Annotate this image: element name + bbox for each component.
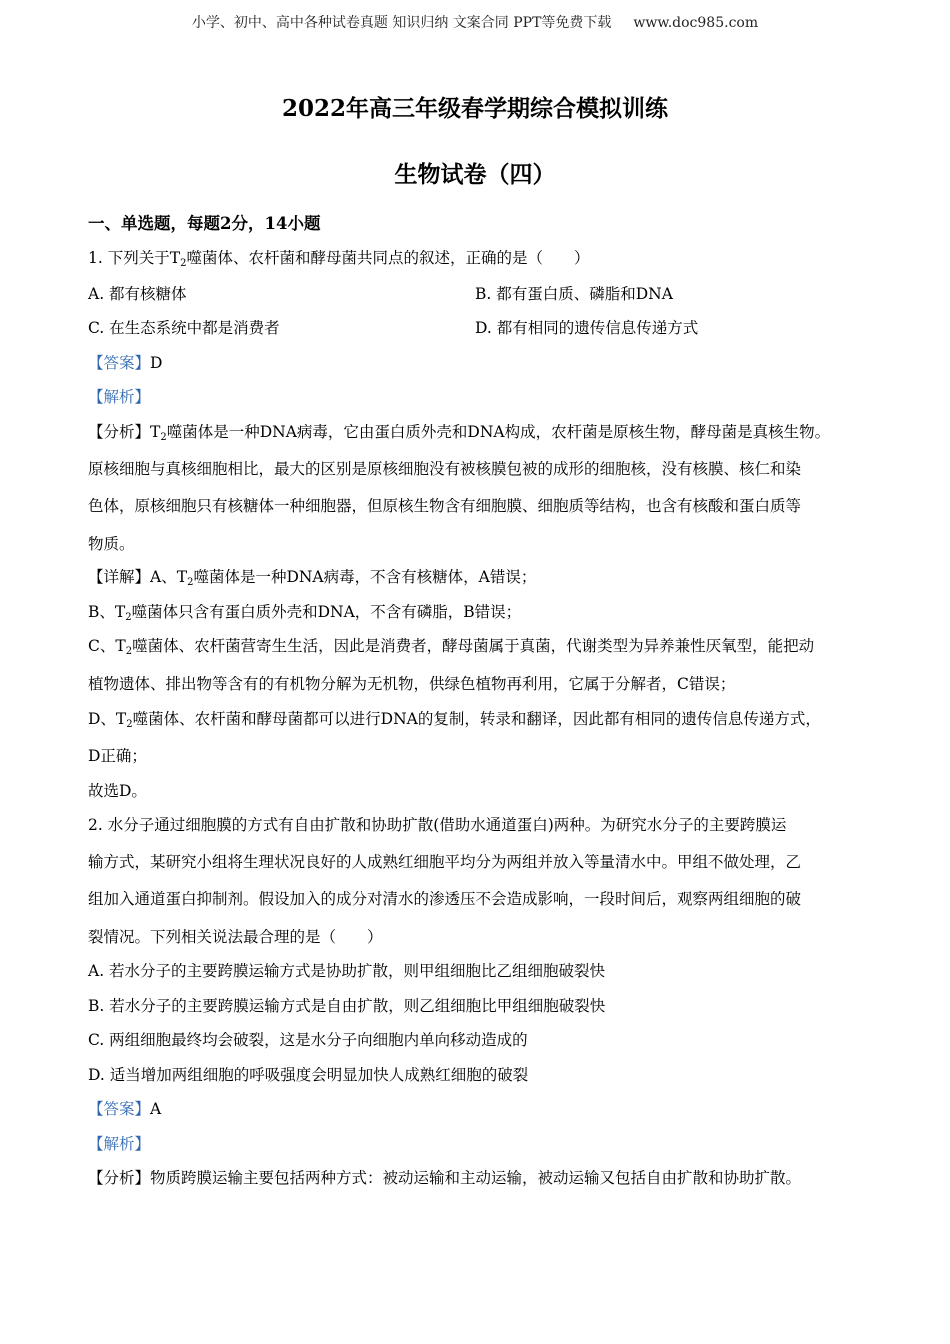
q2-analysis-line-1: 【分析】物质跨膜运输主要包括两种方式：被动运输和主动运输，被动运输又包括自由扩散和协助扩散。	[88, 1169, 802, 1187]
q2-option-a: A. 若水分子的主要跨膜运输方式是协助扩散，则甲组细胞比乙组细胞破裂快	[88, 962, 606, 980]
q1-detail-d: D、$T_2$噬菌体、农杆菌和酵母菌都可以进行DNA的复制，转录和翻译，因此都有相同的遗传信息传递方式，	[88, 710, 821, 730]
q1-detail-b: B、$T_2$噬菌体只含有蛋白质外壳和DNA，不含有磷脂，B错误；	[88, 603, 522, 623]
q2-jiexi-tag: 【解析】	[88, 1135, 151, 1153]
q2-option-b: B. 若水分子的主要跨膜运输方式是自由扩散，则乙组细胞比甲组细胞破裂快	[88, 997, 606, 1015]
q1-detail-a: 【详解】A、$T_2$噬菌体是一种DNA病毒，不含有核糖体，A错误；	[88, 568, 537, 588]
q1-option-a: A. 都有核糖体	[88, 285, 187, 303]
q2-option-d: D. 适当增加两组细胞的呼吸强度会明显加快人成熟红细胞的破裂	[88, 1066, 529, 1084]
page-subtitle: 生物试卷（四）	[394, 161, 556, 188]
header-site-link[interactable]: www.doc985.com	[633, 15, 759, 31]
section-heading: 一、单选题，每题2分，14小题	[88, 214, 321, 233]
q1-answer: 【答案】D	[88, 354, 163, 372]
q1-analysis-line-3: 色体，原核细胞只有核糖体一种细胞器，但原核生物含有细胞膜、细胞质等结构，也含有核酸和蛋白质等	[88, 497, 802, 515]
q1-option-c: C. 在生态系统中都是消费者	[88, 319, 280, 337]
q1-conclusion: 故选D。	[88, 782, 147, 800]
q1-analysis-line-2: 原核细胞与真核细胞相比，最大的区别是原核细胞没有被核膜包被的成形的细胞核，没有核膜、核仁和染	[88, 460, 802, 478]
q1-detail-c: C、$T_2$噬菌体、农杆菌营寄生生活，因此是消费者，酵母菌属于真菌，代谢类型为异养兼性厌氧型，能把动	[88, 637, 815, 657]
q1-analysis-line-1: 【分析】$T_2$噬菌体是一种DNA病毒，它由蛋白质外壳和DNA构成，农杆菌是原核生物，酵母菌是真核生物。	[88, 423, 831, 443]
page-title: 2022年高三年级春学期综合模拟训练	[281, 95, 668, 122]
q1-stem: 1. 下列关于$T_2$噬菌体、农杆菌和酵母菌共同点的叙述，正确的是（ ）	[88, 249, 590, 269]
q2-stem-line-2: 输方式，某研究小组将生理状况良好的人成熟红细胞平均分为两组并放入等量清水中。甲组不做处理，乙	[88, 853, 802, 871]
header-tagline: 小学、初中、高中各种试卷真题 知识归纳 文案合同 PPT等免费下载	[191, 15, 612, 31]
q1-detail-d-line-2: D正确；	[88, 747, 147, 765]
q2-option-c: C. 两组细胞最终均会破裂，这是水分子向细胞内单向移动造成的	[88, 1031, 528, 1049]
q1-option-b: B. 都有蛋白质、磷脂和DNA	[475, 285, 673, 303]
q1-option-d: D. 都有相同的遗传信息传递方式	[475, 319, 699, 337]
q2-stem-line-4: 裂情况。下列相关说法最合理的是（ ）	[88, 928, 383, 946]
q1-analysis-line-4: 物质。	[88, 535, 135, 553]
q1-detail-c-line-2: 植物遗体、排出物等含有的有机物分解为无机物，供绿色植物再利用，它属于分解者，C错误；	[88, 675, 736, 693]
q2-stem-line-3: 组加入通道蛋白抑制剂。假设加入的成分对清水的渗透压不会造成影响，一段时间后，观察两组细胞的破	[88, 890, 802, 908]
q2-answer: 【答案】A	[88, 1100, 162, 1118]
q1-jiexi-tag: 【解析】	[88, 388, 151, 406]
q2-stem-line-1: 2. 水分子通过细胞膜的方式有自由扩散和协助扩散(借助水通道蛋白)两种。为研究水分子的主要跨膜运	[88, 816, 787, 834]
page-header	[0, 12, 950, 32]
